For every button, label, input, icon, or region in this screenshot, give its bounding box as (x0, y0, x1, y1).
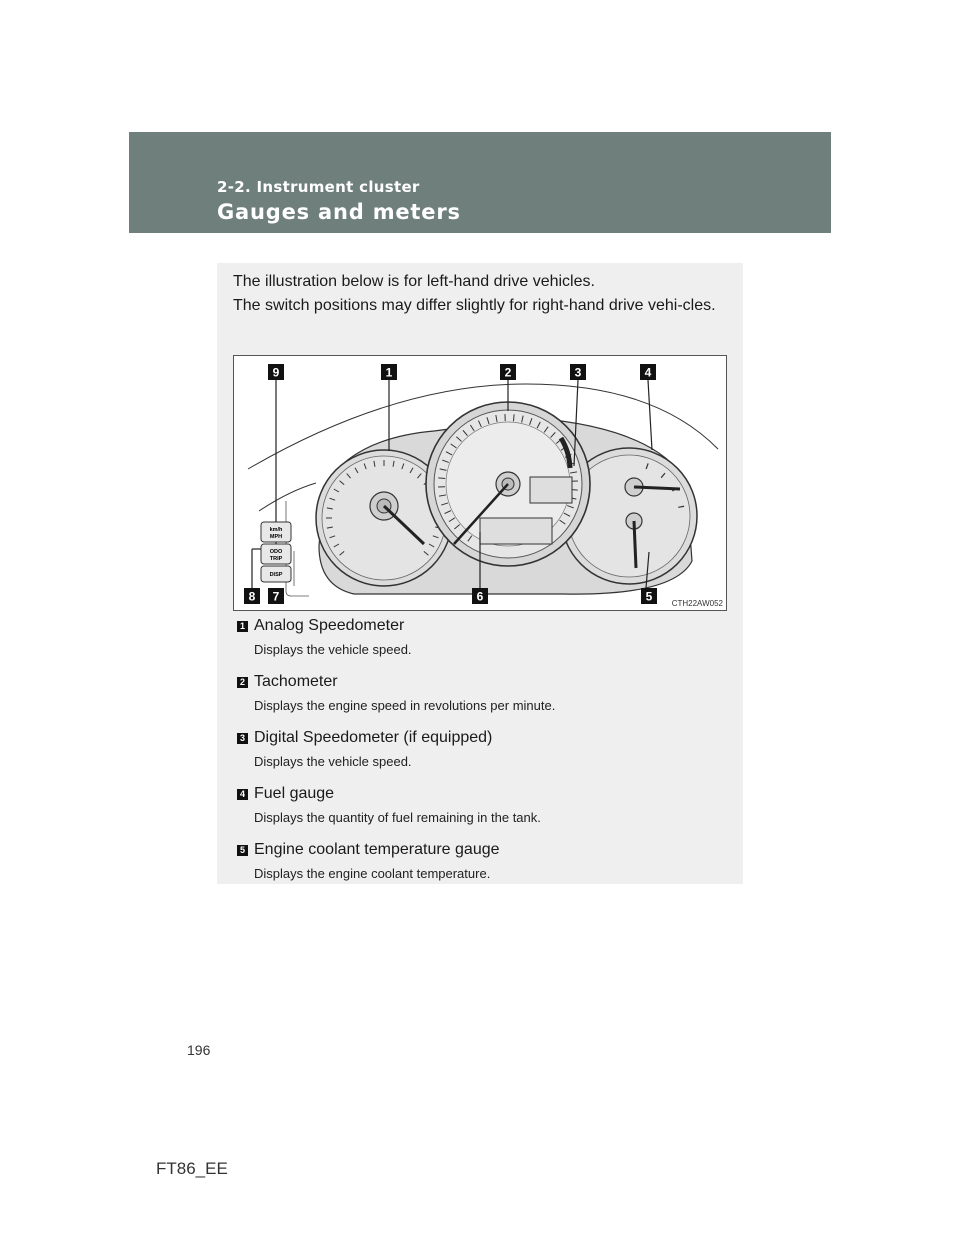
intro-line-rhd: The switch positions may differ slightly for right-hand drive vehi-cles. (233, 297, 716, 314)
list-item (237, 671, 727, 713)
list-item (237, 615, 727, 657)
item-number-badge: 3 (237, 733, 248, 744)
figure-code: CTH22AW052 (671, 599, 723, 608)
page-title: Gauges and meters (217, 200, 461, 224)
callout-number: 3 (574, 365, 582, 380)
intro-line-lhd: The illustration below is for left-hand drive vehicles. (233, 273, 595, 290)
item-title: Analog Speedometer (254, 617, 405, 634)
callout-number: 7 (272, 589, 280, 604)
item-description: Displays the engine speed in revolutions per minute. (254, 698, 556, 713)
callout-number: 1 (385, 365, 393, 380)
section-label: 2-2. Instrument cluster (217, 178, 420, 196)
gauge-tick (513, 414, 514, 421)
instrument-cluster-illustration (233, 355, 727, 611)
callout-number: 8 (248, 589, 256, 604)
callout-number: 6 (476, 589, 484, 604)
chapter-header (129, 132, 831, 233)
callout-number: 4 (644, 365, 652, 380)
component-list (237, 615, 727, 895)
unit-button-label-top: km/h (269, 527, 283, 533)
callout-number: 9 (272, 365, 280, 380)
meter-buttons (261, 522, 291, 582)
intro-text (233, 270, 725, 318)
item-number-badge: 4 (237, 789, 248, 800)
item-number-badge: 2 (237, 677, 248, 688)
item-title: Engine coolant temperature gauge (254, 841, 500, 858)
item-number-badge: 1 (237, 621, 248, 632)
item-title: Tachometer (254, 673, 338, 690)
callout-number: 2 (504, 365, 512, 380)
gauge-tick (438, 478, 445, 479)
page-number: 196 (187, 1042, 211, 1058)
item-description: Displays the engine coolant temperature. (254, 866, 491, 881)
model-code: FT86_EE (156, 1159, 228, 1178)
callout-number: 5 (645, 589, 653, 604)
item-number-badge: 5 (237, 845, 248, 856)
disp-button-label: DISP (269, 572, 283, 578)
item-description: Displays the vehicle speed. (254, 754, 412, 769)
odo-button-label-top: ODO (269, 549, 283, 555)
item-description: Displays the quantity of fuel remaining in the tank. (254, 810, 541, 825)
list-item (237, 839, 727, 881)
unit-button-label-bottom: MPH (269, 534, 283, 540)
odo-button-label-bottom: TRIP (269, 556, 283, 562)
item-description: Displays the vehicle speed. (254, 642, 412, 657)
list-item (237, 727, 727, 769)
item-title: Digital Speedometer (if equipped) (254, 729, 493, 746)
list-item (237, 783, 727, 825)
item-title: Fuel gauge (254, 785, 335, 802)
tachometer-dial (426, 402, 590, 566)
